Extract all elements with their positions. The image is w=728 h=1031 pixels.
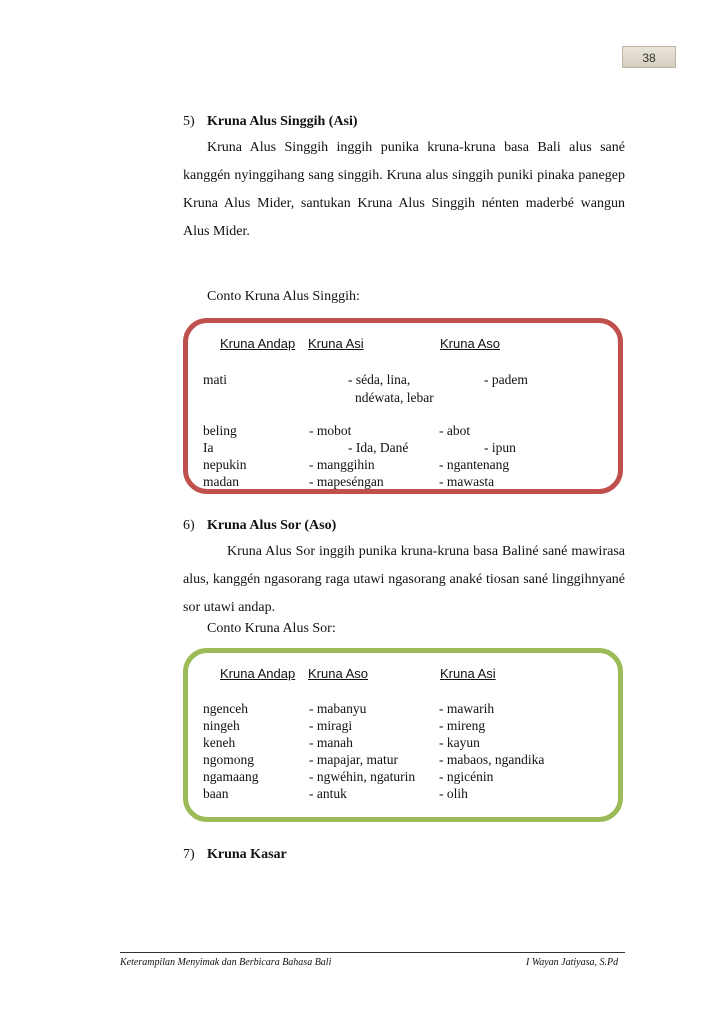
table-cell-aso: - ngantenang [439,457,510,472]
table-cell-andap: keneh [203,735,236,750]
section-7-heading [183,847,287,863]
table-cell-asi: - mabaos, ngandika [439,752,545,767]
table-cell-asi-continued: ndéwata, lebar [355,390,434,405]
table-cell-asi: - séda, lina, [348,372,411,387]
section-6-paragraph: Kruna Alus Sor inggih punika kruna-kruna basa Baliné sané mawirasa alus, kanggén ngasorang raga utawi ngasorang anaké tiosan sané linggihnyané sor utawi andap. [183,544,625,615]
table-cell-andap: ningeh [203,718,240,733]
section-6-title: Kruna Alus Sor (Aso) [207,518,337,533]
table-cell-asi: - mawarih [439,701,495,716]
table-cell-aso: - ngwéhin, ngaturin [309,769,416,784]
table-cell-andap: ngamaang [203,769,259,784]
section-6-number: 6) [183,518,195,533]
table-cell-aso: - ipun [484,440,516,455]
table-cell-asi: - manggihin [309,457,375,472]
section-7-number: 7) [183,847,195,862]
table-cell-andap: madan [203,474,239,489]
table-cell-andap: ngomong [203,752,255,767]
section-5-paragraph: Kruna Alus Singgih inggih punika kruna-kruna basa Bali alus sané kanggén nyinggihang sang singgih. Kruna alus singgih puniki pinaka panegep Kruna Alus Mider, santukan Kruna Alus Singgih nénten maderbé wangun Alus Mider. [183,140,625,239]
table-cell-andap: mati [203,372,227,387]
page-number: 38 [622,46,676,68]
header-kruna-andap: Kruna Andap [220,336,296,351]
kruna-aso-table-box [183,648,623,822]
header-kruna-asi: Kruna Asi [440,666,496,681]
section-7-title: Kruna Kasar [207,847,287,862]
table-cell-asi: - mireng [439,718,486,733]
section-5-example-label: Conto Kruna Alus Singgih: [207,289,360,304]
header-kruna-aso: Kruna Aso [440,336,500,351]
table-cell-asi: - ngicénin [439,769,494,784]
header-kruna-andap: Kruna Andap [220,666,296,681]
table-cell-andap: baan [203,786,229,801]
table-cell-aso: - mawasta [439,474,495,489]
table-cell-aso: - mabanyu [309,701,367,716]
table-cell-asi: - mobot [309,423,352,438]
table-cell-aso: - miragi [309,718,353,733]
table-cell-asi: - mapeséngan [309,474,384,489]
kruna-asi-table-box [183,318,623,494]
footer-book-title: Keterampilan Menyimak dan Berbicara Bahasa Bali [120,957,332,968]
table-cell-aso: - abot [439,423,471,438]
table-cell-asi: - olih [439,786,468,801]
section-5-title: Kruna Alus Singgih (Asi) [207,114,358,129]
table-cell-andap: Ia [203,440,214,455]
section-5-heading [183,114,358,130]
header-kruna-aso: Kruna Aso [308,666,368,681]
table-cell-andap: beling [203,423,237,438]
table-cell-aso: - padem [484,372,528,387]
table-cell-aso: - mapajar, matur [309,752,399,767]
table-cell-aso: - antuk [309,786,347,801]
section-6-heading [183,518,336,534]
table-cell-asi: - kayun [439,735,480,750]
table-cell-aso: - manah [309,735,353,750]
table-cell-andap: ngenceh [203,701,248,716]
footer-divider [120,952,625,953]
table-cell-asi: - Ida, Dané [348,440,409,455]
table-cell-andap: nepukin [203,457,247,472]
section-5-number: 5) [183,114,195,129]
section-6-example-label: Conto Kruna Alus Sor: [207,621,336,636]
footer-author: I Wayan Jatiyasa, S.Pd [526,957,619,968]
header-kruna-asi: Kruna Asi [308,336,364,351]
